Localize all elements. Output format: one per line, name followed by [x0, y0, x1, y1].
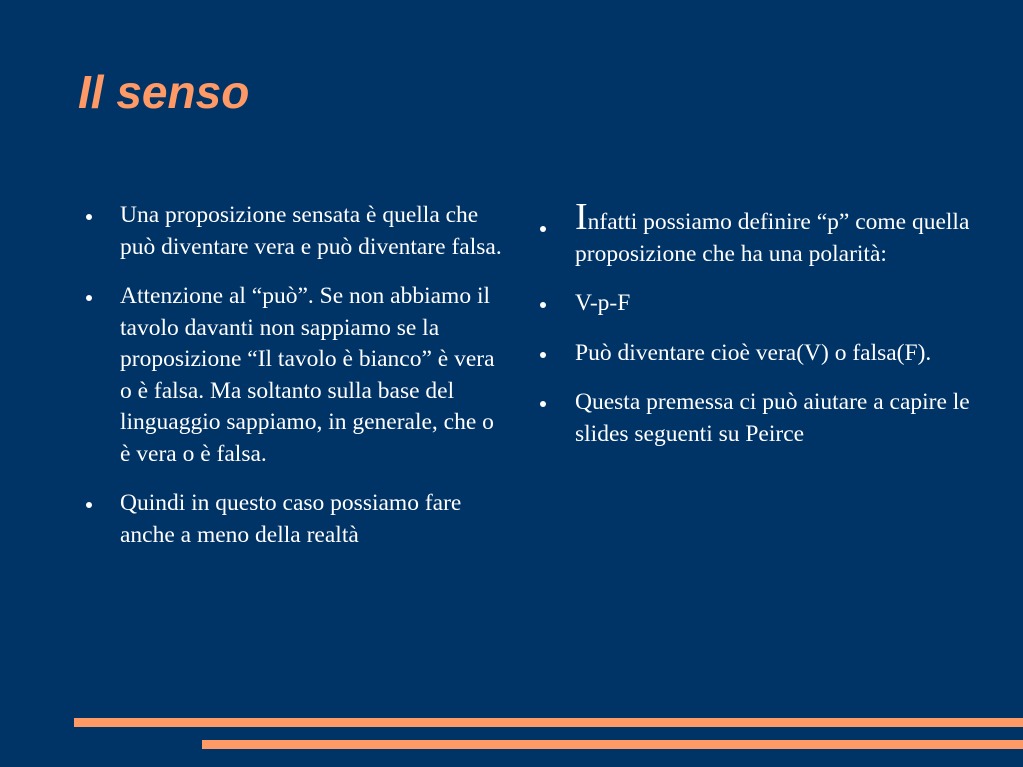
bullet-text: Quindi in questo caso possiamo fare anche a meno della realtà — [120, 490, 462, 548]
decorative-bar-bottom — [202, 740, 1023, 749]
left-bullet-list — [86, 200, 506, 569]
bullet-dot-icon — [540, 302, 546, 308]
slide-title: Il senso — [78, 66, 250, 118]
bullet-dot-icon — [86, 295, 92, 301]
bullet-text: Questa premessa ci può aiutare a capire le slides seguenti su Peirce — [575, 389, 970, 447]
bullet-text-rest: nfatti possiamo definire “p” come quella proposizione che ha una polarità: — [575, 209, 970, 267]
bullet-item — [86, 488, 506, 551]
bullet-dot-icon — [540, 401, 546, 407]
bullet-text: Attenzione al “può”. Se non abbiamo il tavolo davanti non sappiamo se la proposizione “Il tavolo è bianco” è vera o è falsa. Ma soltanto sulla base del linguaggio sappiamo, in generale, che o è vera o è falsa. — [120, 283, 495, 467]
bullet-text: V-p-F — [575, 290, 631, 316]
bullet-item — [86, 200, 506, 263]
bullet-text: Una proposizione sensata è quella che può diventare vera e può diventare falsa. — [120, 202, 502, 260]
bullet-item — [540, 387, 980, 450]
bullet-item — [540, 196, 980, 270]
bullet-dot-icon — [86, 214, 92, 220]
right-bullet-list — [540, 196, 980, 468]
initial-letter: I — [575, 196, 588, 238]
bullet-text — [575, 196, 970, 267]
bullet-text: Può diventare cioè vera(V) o falsa(F). — [575, 339, 932, 366]
bullet-dot-icon — [86, 502, 92, 508]
decorative-bar-top — [74, 718, 1023, 727]
bullet-item — [540, 338, 980, 370]
bullet-dot-icon — [540, 226, 546, 232]
bullet-item — [540, 288, 980, 320]
bullet-dot-icon — [540, 352, 546, 358]
bullet-item — [86, 281, 506, 470]
